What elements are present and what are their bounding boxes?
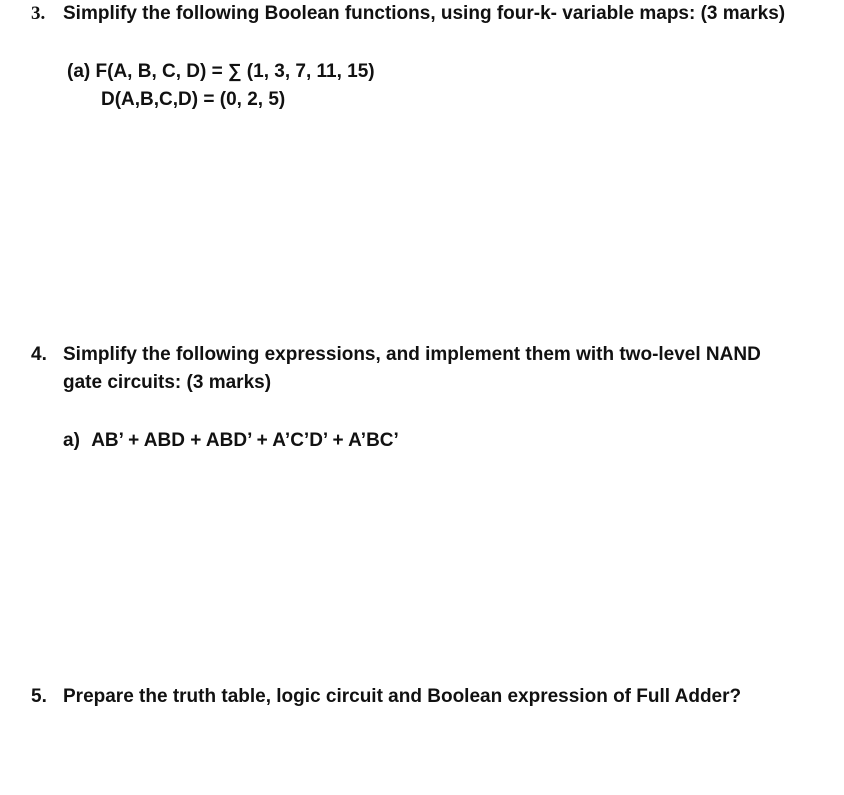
question-4-text-line2: gate circuits: (3 marks) (63, 372, 272, 393)
question-3-part-a-dontcare: D(A,B,C,D) = (0, 2, 5) (101, 89, 286, 110)
question-3-part-a-label: (a) (67, 61, 91, 82)
question-5-text: Prepare the truth table, logic circuit and Boolean expression of Full Adder? (63, 686, 742, 707)
question-4-part-a-label: a) (63, 430, 80, 451)
question-3-part-a (67, 58, 375, 86)
question-4-part-a (63, 427, 399, 455)
question-4-number: 4. (31, 344, 47, 365)
question-4-text-line1: Simplify the following expressions, and implement them with two-level NAND (63, 344, 761, 365)
question-3-number: 3. (31, 3, 46, 24)
question-3-text: Simplify the following Boolean functions, using four-k- variable maps: (3 marks) (63, 3, 786, 24)
question-5-number: 5. (31, 686, 47, 707)
question-3-part-a-function: F(A, B, C, D) = ∑ (1, 3, 7, 11, 15) (95, 61, 375, 82)
question-4-part-a-expression: AB’ + ABD + ABD’ + A’C’D’ + A’BC’ (91, 430, 399, 451)
